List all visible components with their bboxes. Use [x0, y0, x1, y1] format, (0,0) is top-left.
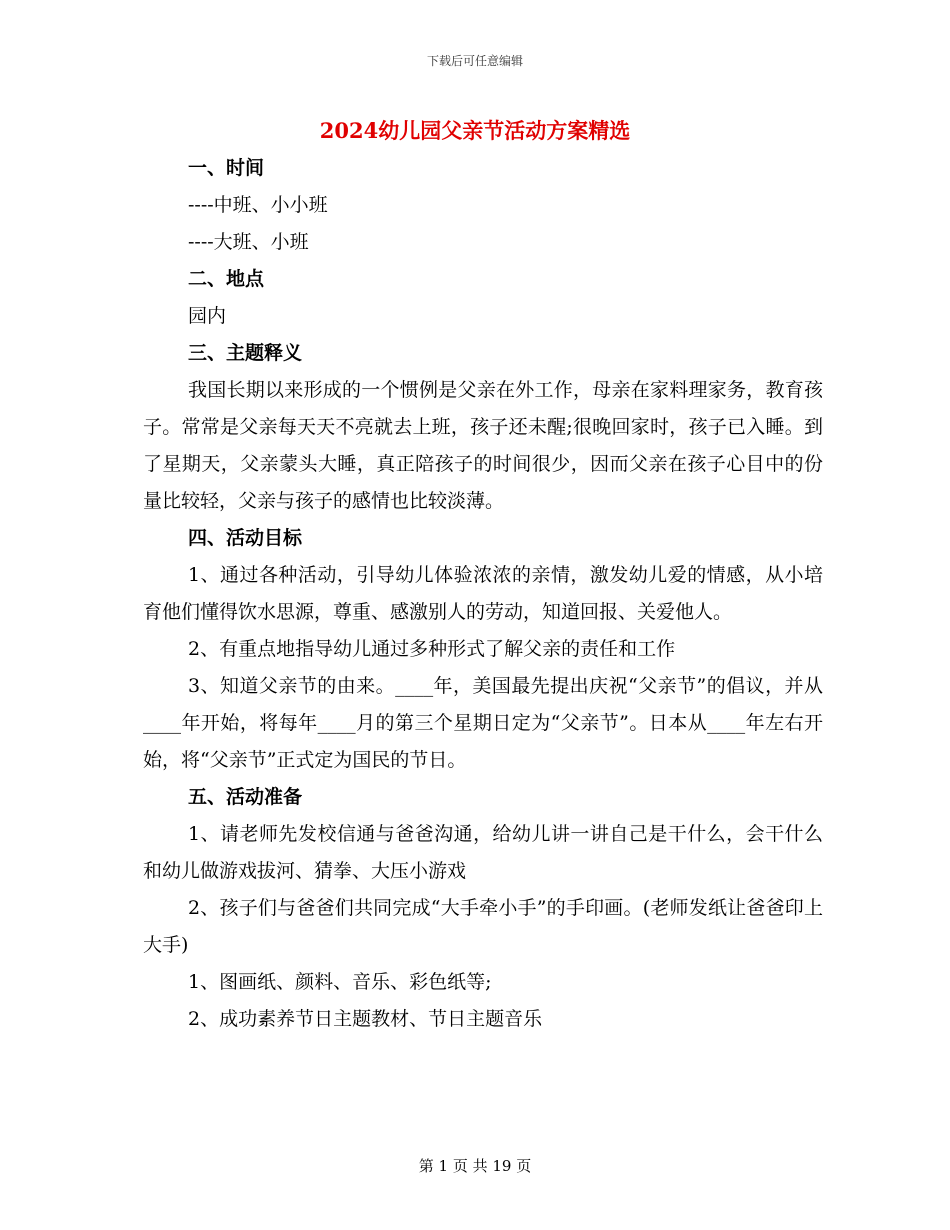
- goal-item-1: 1、通过各种活动，引导幼儿体验浓浓的亲情，激发幼儿爱的情感，从小培育他们懂得饮水思源，尊重、感激别人的劳动，知道回报、关爱他人。: [143, 564, 823, 623]
- section-heading-location: 二、地点: [188, 268, 265, 290]
- theme-paragraph: 我国长期以来形成的一个惯例是父亲在外工作，母亲在家料理家务，教育孩子。常常是父亲每天天不亮就去上班，孩子还未醒;很晚回家时，孩子已入睡。到了星期天，父亲蒙头大睡，真正陪孩子的时间很少，因而父亲在孩子心目中的份量比较轻，父亲与孩子的感情也比较淡薄。: [143, 379, 823, 512]
- document-body: [143, 150, 823, 1038]
- page-number: 第 1 页 共 19 页: [418, 1157, 532, 1175]
- goal-item-2: 2、有重点地指导幼儿通过多种形式了解父亲的责任和工作: [188, 638, 676, 660]
- preparation-item-1: 1、请老师先发校信通与爸爸沟通，给幼儿讲一讲自己是干什么，会干什么和幼儿做游戏拔河、猜拳、大压小游戏: [143, 823, 823, 882]
- materials-item-2: 2、成功素养节日主题教材、节日主题音乐: [188, 1008, 543, 1030]
- preparation-item-2: 2、孩子们与爸爸们共同完成“大手牵小手”的手印画。(老师发纸让爸爸印上大手): [143, 897, 823, 956]
- time-line-1: ----中班、小小班: [188, 194, 328, 216]
- goal-item-3: 3、知道父亲节的由来。____年，美国最先提出庆祝“父亲节”的倡议，并从____年开始，将每年____月的第三个星期日定为“父亲节”。日本从____年左右开始，将“父亲节”正式定为国民的节日。: [143, 675, 823, 771]
- document-title: 2024幼儿园父亲节活动方案精选: [319, 118, 631, 143]
- header-note: 下载后可任意编辑: [426, 54, 523, 68]
- time-line-2: ----大班、小班: [188, 231, 309, 253]
- section-heading-goals: 四、活动目标: [188, 527, 303, 549]
- section-heading-preparation: 五、活动准备: [188, 786, 303, 808]
- section-heading-time: 一、时间: [188, 157, 265, 179]
- section-heading-theme: 三、主题释义: [188, 342, 303, 364]
- materials-item-1: 1、图画纸、颜料、音乐、彩色纸等;: [188, 971, 492, 993]
- location-line: 园内: [188, 305, 227, 327]
